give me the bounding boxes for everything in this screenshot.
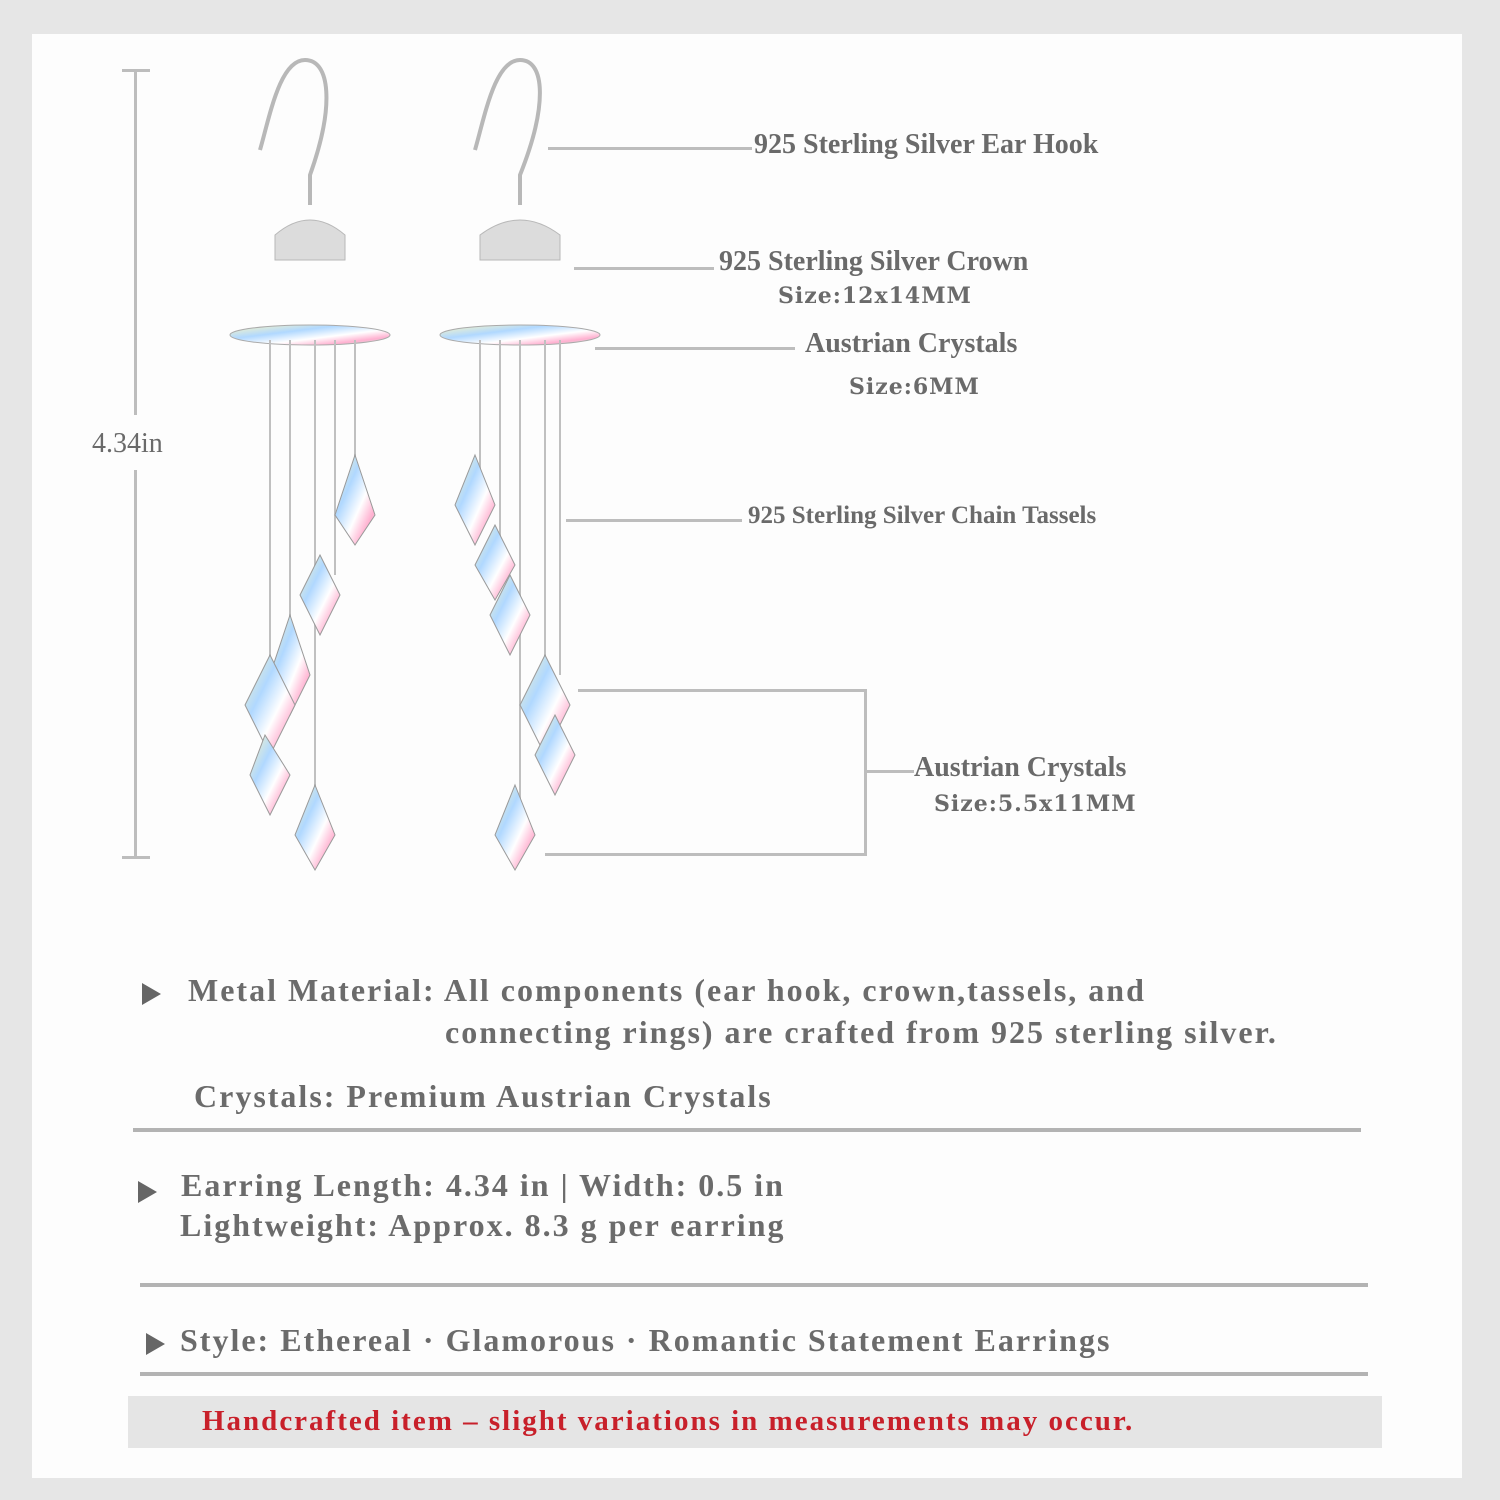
bullet-arrow-icon [146,1333,165,1355]
chain-leader [566,519,742,522]
crystals-drop-size: Size:5.5x11MM [934,791,1137,817]
divider [133,1128,1361,1132]
crown-size: Size:12x14MM [778,283,972,309]
crystals-drop-leader-mid [866,770,914,773]
dimension-label: 4.34in [92,428,163,459]
crown-label: 925 Sterling Silver Crown [719,246,1029,277]
earring-right [440,60,600,870]
crown-leader [574,267,714,270]
earrings-image [220,55,620,885]
crystals-small-leader [595,347,795,350]
spec-style: Style: Ethereal · Glamorous · Romantic Statement Earrings [180,1322,1112,1358]
ear-hook-label: 925 Sterling Silver Ear Hook [754,129,1099,160]
crystals-small-label: Austrian Crystals [805,328,1018,359]
spec-crystals: Crystals: Premium Austrian Crystals [194,1078,773,1114]
ear-hook-leader [548,147,752,150]
dimension-bar-upper [134,70,137,415]
divider [140,1372,1368,1376]
bullet-arrow-icon [142,983,161,1005]
crystals-small-size: Size:6MM [849,374,980,400]
spec-weight: Lightweight: Approx. 8.3 g per earring [180,1207,786,1243]
crystals-drop-leader-bottom [545,853,867,856]
spec-length: Earring Length: 4.34 in | Width: 0.5 in [181,1167,785,1203]
earring-left [230,60,390,870]
notice-text: Handcrafted item – slight variations in measurements may occur. [202,1405,1135,1437]
chain-label: 925 Sterling Silver Chain Tassels [748,502,1097,529]
dimension-bar-bottom [122,856,150,859]
crystals-drop-leader-top [578,689,866,692]
crystals-drop-label: Austrian Crystals [914,752,1127,783]
divider [140,1283,1368,1287]
spec-metal-line2: connecting rings) are crafted from 925 sterling silver. [445,1014,1278,1050]
dimension-bar-lower [134,470,137,858]
bullet-arrow-icon [138,1181,157,1203]
spec-metal-line1: Metal Material: All components (ear hook, crown,tassels, and [188,972,1146,1008]
